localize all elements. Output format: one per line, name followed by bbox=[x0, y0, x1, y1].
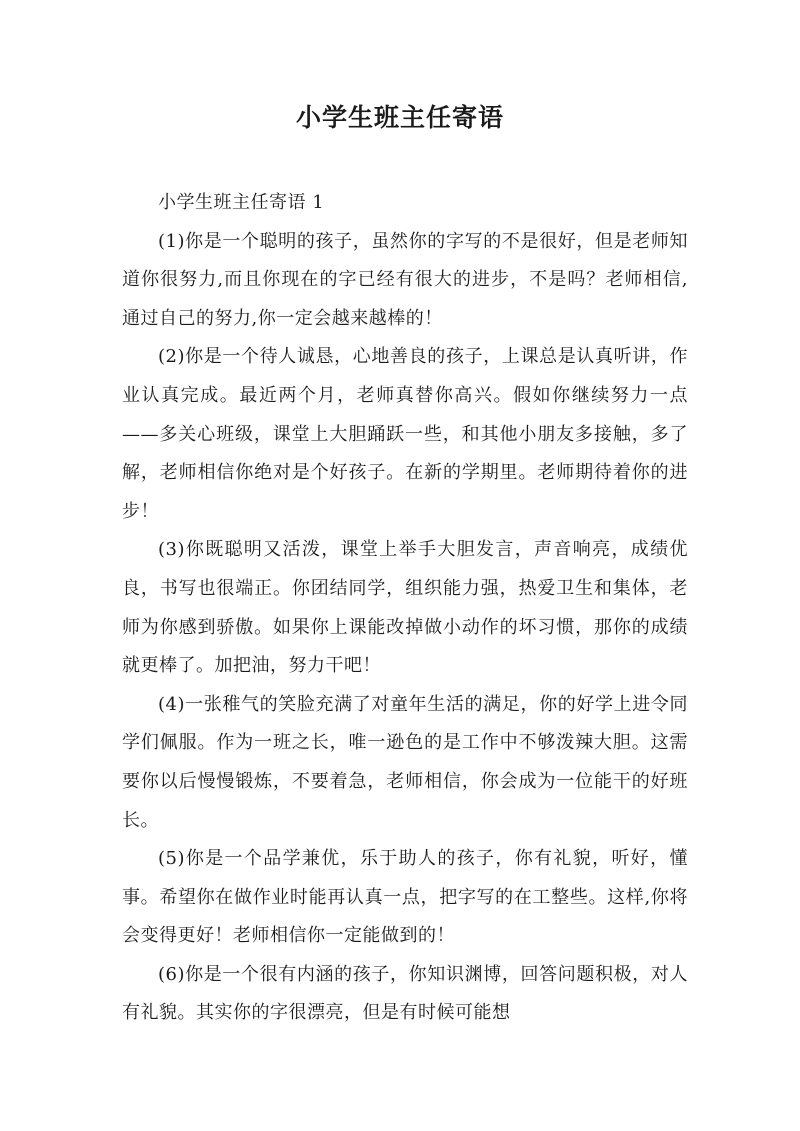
paragraph-5: (5)你是一个品学兼优，乐于助人的孩子，你有礼貌，听好，懂事。希望你在做作业时能再认真一点，把字写的在工整些。这样,你将会变得更好！老师相信你一定能做到的！ bbox=[122, 848, 688, 947]
paragraph-6: (6)你是一个很有内涵的孩子，你知识渊博，回答问题积极，对人有礼貌。其实你的字很漂亮，但是有时候可能想 bbox=[122, 963, 688, 1024]
paragraph-2: (2)你是一个待人诚恳，心地善良的孩子，上课总是认真听讲，作业认真完成。最近两个月，老师真替你高兴。假如你继续努力一点——多关心班级，课堂上大胆踊跃一些，和其他小朋友多接触，多了解，老师相信你绝对是个好孩子。在新的学期里。老师期待着你的进步！ bbox=[122, 346, 688, 522]
section-heading: 小学生班主任寄语 1 bbox=[158, 192, 325, 213]
paragraph-1: (1)你是一个聪明的孩子，虽然你的字写的不是很好，但是老师知道你很努力,而且你现在的字已经有很大的进步，不是吗？老师相信,通过自己的努力,你一定会越来越棒的！ bbox=[122, 230, 688, 329]
document-body bbox=[122, 184, 688, 1033]
paragraph-4: (4)一张稚气的笑脸充满了对童年生活的满足，你的好学上进令同学们佩服。作为一班之长，唯一逊色的是工作中不够泼辣大胆。这需要你以后慢慢锻炼，不要着急，老师相信，你会成为一位能干的好班长。 bbox=[122, 693, 688, 831]
paragraph-3: (3)你既聪明又活泼，课堂上举手大胆发言，声音响亮，成绩优良，书写也很端正。你团结同学，组织能力强，热爱卫生和集体，老师为你感到骄傲。如果你上课能改掉做小动作的坏习惯，那你的成绩就更棒了。加把油，努力干吧！ bbox=[122, 539, 688, 677]
document-title: 小学生班主任寄语 bbox=[295, 103, 504, 132]
